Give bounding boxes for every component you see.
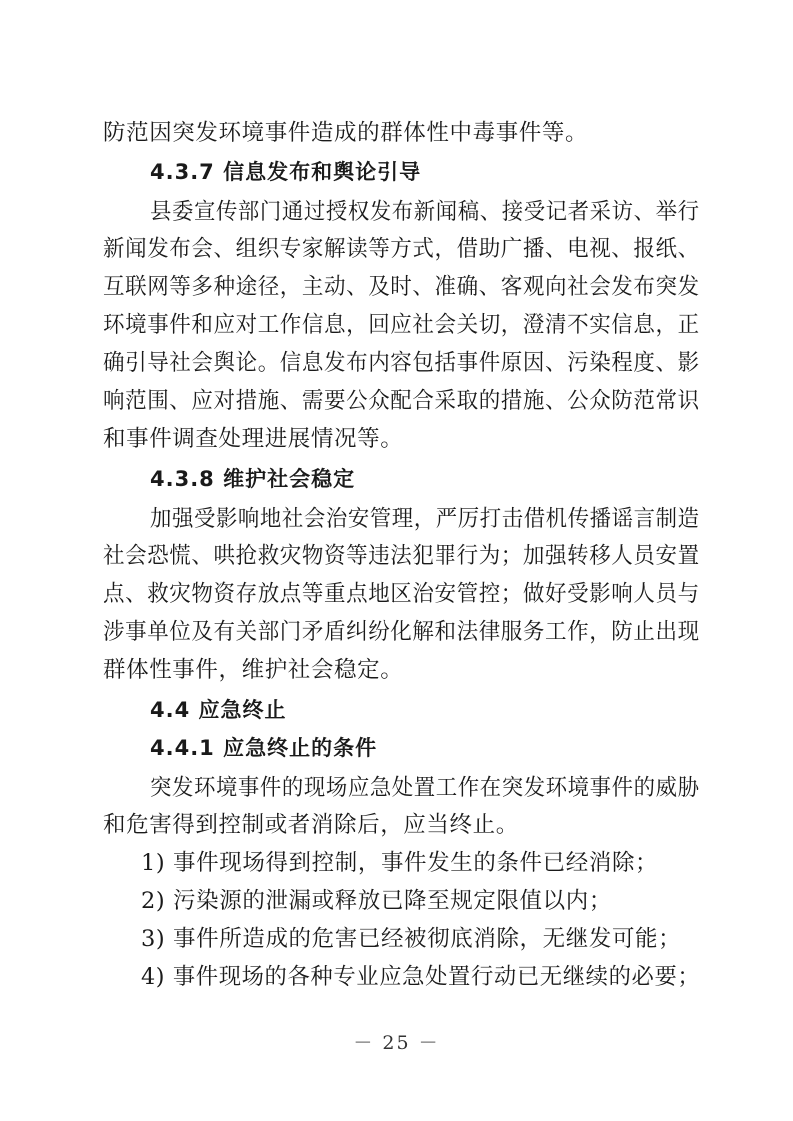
list-item: 2) 污染源的泄漏或释放已降至规定限值以内； xyxy=(141,888,612,914)
paragraph-line: 涉事单位及有关部门矛盾纠纷化解和法律服务工作，防止出现 xyxy=(103,619,700,645)
paragraph-line: 响范围、应对措施、需要公众配合采取的措施、公众防范常识 xyxy=(103,388,700,414)
list-item: 3) 事件所造成的危害已经被彻底消除，无继发可能； xyxy=(141,926,682,952)
paragraph-line: 点、救灾物资存放点等重点地区治安管控；做好受影响人员与 xyxy=(103,581,700,607)
paragraph-line: 环境事件和应对工作信息，回应社会关切，澄清不实信息，正 xyxy=(103,312,700,338)
paragraph-line: 确引导社会舆论。信息发布内容包括事件原因、污染程度、影 xyxy=(103,350,700,376)
page-number: － 25 － xyxy=(353,1032,440,1054)
paragraph-line: 新闻发布会、组织专家解读等方式，借助广播、电视、报纸、 xyxy=(103,236,700,262)
list-item: 1) 事件现场得到控制，事件发生的条件已经消除； xyxy=(141,850,659,876)
paragraph-line: 互联网等多种途径，主动、及时、准确、客观向社会发布突发 xyxy=(103,274,700,300)
section-heading-4-3-8: 4.3.8 维护社会稳定 xyxy=(150,467,356,491)
section-heading-4-4: 4.4 应急终止 xyxy=(150,698,287,722)
paragraph-line: 群体性事件，维护社会稳定。 xyxy=(103,657,404,683)
paragraph-line: 防范因突发环境事件造成的群体性中毒事件等。 xyxy=(103,120,589,146)
paragraph-line: 社会恐慌、哄抢救灾物资等违法犯罪行为；加强转移人员安置 xyxy=(103,543,700,569)
paragraph-line: 县委宣传部门通过授权发布新闻稿、接受记者采访、举行 xyxy=(150,199,700,225)
list-item: 4) 事件现场的各种专业应急处置行动已无继续的必要； xyxy=(141,964,701,990)
section-heading-4-4-1: 4.4.1 应急终止的条件 xyxy=(150,736,378,760)
section-heading-4-3-7: 4.3.7 信息发布和舆论引导 xyxy=(150,160,422,184)
paragraph-line: 突发环境事件的现场应急处置工作在突发环境事件的威胁 xyxy=(150,775,700,801)
paragraph-line: 和危害得到控制或者消除后，应当终止。 xyxy=(103,812,519,838)
paragraph-line: 和事件调查处理进展情况等。 xyxy=(103,426,404,452)
paragraph-line: 加强受影响地社会治安管理，严厉打击借机传播谣言制造 xyxy=(150,506,700,532)
